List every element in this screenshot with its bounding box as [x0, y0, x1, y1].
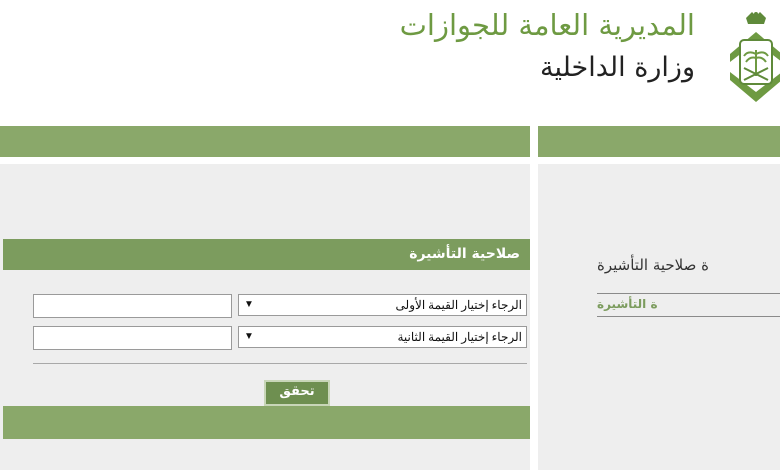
ministry-emblem-icon [726, 10, 780, 105]
chevron-down-icon: ▼ [244, 299, 254, 310]
right-top-bar [538, 126, 780, 157]
first-value-select-text: الرجاء إختيار القيمة الأولى [395, 298, 522, 312]
page-header [0, 0, 780, 122]
left-bottom-bar [3, 406, 530, 439]
right-panel-heading: ة صلاحية التأشيرة [597, 256, 709, 274]
second-value-select[interactable] [238, 326, 527, 348]
site-subtitle: وزارة الداخلية [540, 52, 695, 83]
second-value-input[interactable] [33, 326, 232, 350]
site-title: المديرية العامة للجوازات [399, 8, 695, 42]
left-top-bar [0, 126, 530, 157]
form-divider [33, 363, 527, 364]
first-value-input[interactable] [33, 294, 232, 318]
chevron-down-icon: ▼ [244, 331, 254, 342]
visa-validity-link[interactable] [597, 293, 780, 317]
first-value-select[interactable] [238, 294, 527, 316]
second-value-select-text: الرجاء إختيار القيمة الثانية [397, 330, 522, 344]
verify-button[interactable]: تحقق [264, 380, 330, 406]
visa-validity-link-label: ة التأشيرة [597, 297, 658, 311]
visa-validity-title: صلاحية التأشيرة [3, 239, 530, 270]
right-panel [538, 164, 780, 470]
